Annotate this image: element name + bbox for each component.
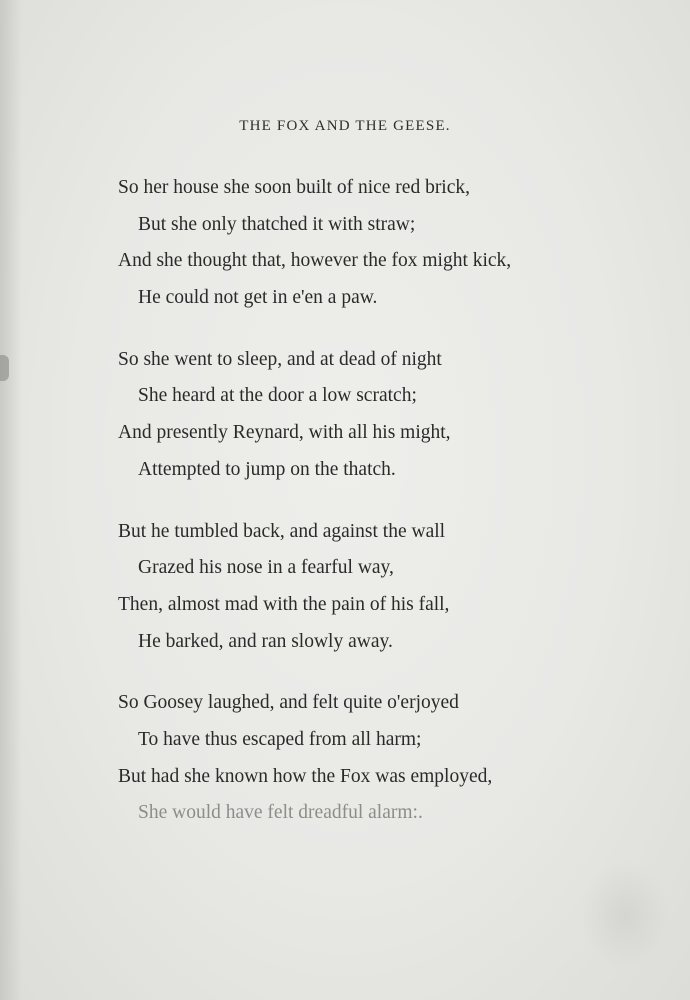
poem-line: Then, almost mad with the pain of his fall,	[118, 593, 450, 615]
poem-line: So her house she soon built of nice red brick,	[118, 177, 471, 198]
stanza-2	[118, 342, 618, 489]
poem-line: She heard at the door a low scratch;	[138, 385, 417, 407]
stanza-4	[118, 685, 618, 832]
stanza-3	[118, 514, 618, 661]
poem-line: To have thus escaped from all harm;	[138, 728, 422, 750]
poem-line: He barked, and ran slowly away.	[138, 630, 393, 652]
poem	[118, 170, 618, 857]
poem-line: And she thought that, however the fox might kick,	[118, 250, 512, 272]
paper-stain	[580, 860, 670, 970]
poem-line: But she only thatched it with straw;	[138, 213, 416, 235]
poem-line-faded: She would have felt dreadful alarm:.	[138, 802, 423, 824]
page-edge-mark	[0, 355, 9, 381]
poem-line: So she went to sleep, and at dead of night	[118, 348, 442, 370]
poem-line: He could not get in e'en a paw.	[138, 287, 378, 309]
stanza-1	[118, 170, 618, 317]
poem-line: But had she known how the Fox was employed,	[118, 765, 493, 787]
spine-shadow	[0, 0, 22, 1000]
poem-line: Attempted to jump on the thatch.	[138, 458, 396, 480]
poem-line: But he tumbled back, and against the wall	[118, 520, 446, 542]
poem-line: So Goosey laughed, and felt quite o'erjoyed	[118, 692, 459, 714]
page-title: THE FOX AND THE GEESE.	[239, 118, 451, 134]
poem-line: And presently Reynard, with all his might,	[118, 422, 451, 444]
poem-line: Grazed his nose in a fearful way,	[138, 557, 394, 579]
